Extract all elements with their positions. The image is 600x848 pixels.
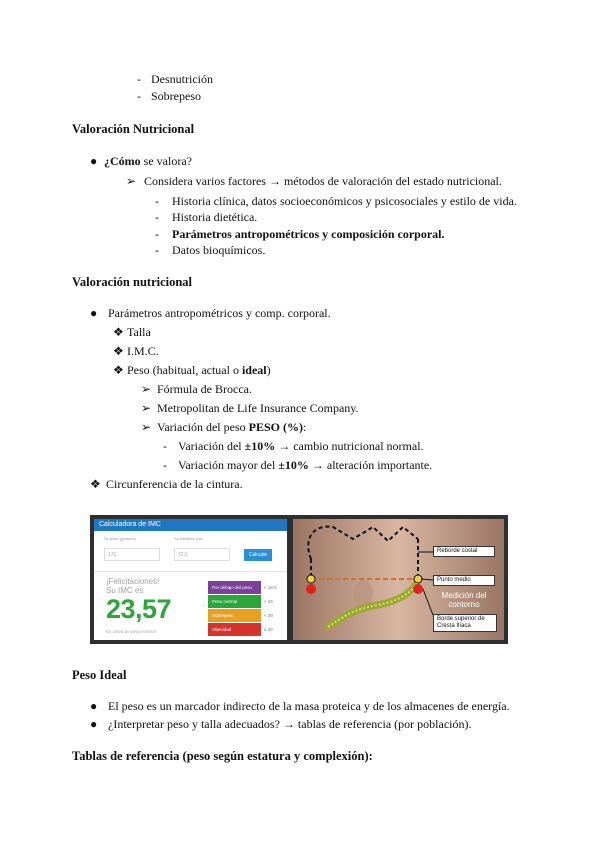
- height-input[interactable]: 72,5: [174, 548, 230, 561]
- threshold: ≥ 30: [264, 627, 273, 632]
- list-item: - Historia clínica, datos socioeconómicos y psicosociales y estilo de vida.: [155, 194, 517, 208]
- dash-marker: -: [155, 210, 159, 224]
- diamond-item-peso: ❖ Peso (habitual, actual o ideal): [113, 363, 271, 377]
- arrow-item: ➢ Variación del peso PESO (%):: [141, 420, 307, 434]
- arrow-item: ➢ Metropolitan de Life Insurance Company.: [141, 401, 359, 415]
- arrow-icon: ➢: [141, 420, 152, 434]
- category-obesity: Obesidad: [208, 623, 261, 636]
- list-item: - Historia dietética.: [155, 210, 258, 224]
- list-item: - Variación mayor del ±10% → alteración importante.: [163, 458, 433, 472]
- waist-measurement-diagram: [293, 519, 504, 640]
- bullet-icon: ●: [90, 699, 98, 713]
- list-item: - Datos bioquímicos.: [155, 243, 266, 257]
- arrow-icon: ➢: [126, 174, 137, 188]
- bmi-calculator-panel: [94, 519, 287, 640]
- divider: [94, 571, 287, 572]
- bullet-como: ● ¿Cómo se valora?: [90, 154, 192, 168]
- dash-marker: -: [163, 439, 167, 453]
- diamond-icon: ❖: [113, 363, 124, 377]
- dash-marker: -: [155, 243, 159, 257]
- dash-marker: -: [163, 458, 167, 472]
- threshold: < 25: [264, 599, 273, 604]
- midpoint-marker: [307, 575, 315, 583]
- height-label: Su estatura (cm): [174, 536, 204, 541]
- diamond-item-imc: ❖ I.M.C.: [113, 344, 159, 358]
- calculate-button[interactable]: Calcular: [244, 549, 272, 561]
- label-rib-margin: Reborde costal: [433, 546, 495, 557]
- list-item: - Variación del ±10% → cambio nutricional normal.: [163, 439, 424, 453]
- congrats-text: ¡Felicitaciones! Su IMC es: [106, 577, 160, 595]
- arrow-item: ➢ Fórmula de Brocca.: [141, 382, 252, 396]
- diamond-item-talla: ❖ Talla: [113, 325, 151, 339]
- diamond-item-cintura: ❖ Circunferencia de la cintura.: [90, 477, 243, 491]
- section-heading-peso-ideal: Peso Ideal: [72, 668, 127, 682]
- midpoint-marker: [414, 575, 422, 583]
- section-heading-tablas: Tablas de referencia (peso según estatura y complexión):: [72, 749, 373, 763]
- list-item: - Sobrepeso: [137, 89, 201, 103]
- dash-marker: -: [137, 72, 141, 86]
- threshold: < 18,5: [264, 585, 277, 590]
- weight-label: Su peso (gramos): [104, 536, 136, 541]
- category-underweight: Por debajo del peso: [208, 581, 261, 594]
- bullet-item: ● El peso es un marcador indirecto de la masa proteica y de los almacenes de energía.: [90, 699, 510, 713]
- section-heading-valoracion: Valoración Nutricional: [72, 122, 195, 136]
- bullet-item: ● ¿Interpretar peso y talla adecuados? → tablas de referencia (por población).: [90, 717, 472, 731]
- category-overweight: Sobrepeso: [208, 609, 261, 622]
- calculator-title: Calculadora de IMC: [94, 519, 287, 531]
- bullet-icon: ●: [90, 154, 98, 168]
- question-bold: ¿Cómo: [104, 154, 141, 168]
- bmi-value: 23,57: [106, 594, 172, 624]
- iliac-crest-marker: [413, 584, 423, 594]
- dash-marker: -: [137, 89, 141, 103]
- arrow-icon: ➢: [141, 382, 152, 396]
- label-iliac-crest: Borde superior de Cresta Ilíaca: [433, 614, 497, 632]
- dash-marker: -: [155, 194, 159, 208]
- bmi-note: Es usted de peso normal: [106, 629, 156, 634]
- category-normal: Peso normal: [208, 595, 261, 608]
- dash-marker: -: [155, 227, 159, 241]
- weight-input[interactable]: 170: [104, 548, 160, 561]
- section-heading-valoracion-2: Valoración nutricional: [72, 275, 193, 289]
- list-item: - Desnutrición: [137, 72, 213, 86]
- diamond-icon: ❖: [113, 325, 124, 339]
- list-item: - Parámetros antropométricos y composición corporal.: [155, 227, 445, 241]
- diamond-icon: ❖: [90, 477, 101, 491]
- arrow-item: ➢ Considera varios factores → métodos de valoración del estado nutricional.: [126, 174, 502, 188]
- arrow-icon: ➢: [141, 401, 152, 415]
- diamond-icon: ❖: [113, 344, 124, 358]
- label-contour-measurement: Medición del contorno: [441, 591, 487, 609]
- threshold: < 30: [264, 613, 273, 618]
- indicator-arrow-icon: →: [201, 602, 207, 608]
- bullet-icon: ●: [90, 717, 98, 731]
- label-midpoint: Punto medio: [433, 575, 495, 586]
- iliac-crest-marker: [306, 584, 316, 594]
- bullet-parametros: ● Parámetros antropométricos y comp. corporal.: [90, 306, 331, 320]
- bullet-icon: ●: [90, 306, 98, 320]
- illustration-strip: [90, 515, 508, 644]
